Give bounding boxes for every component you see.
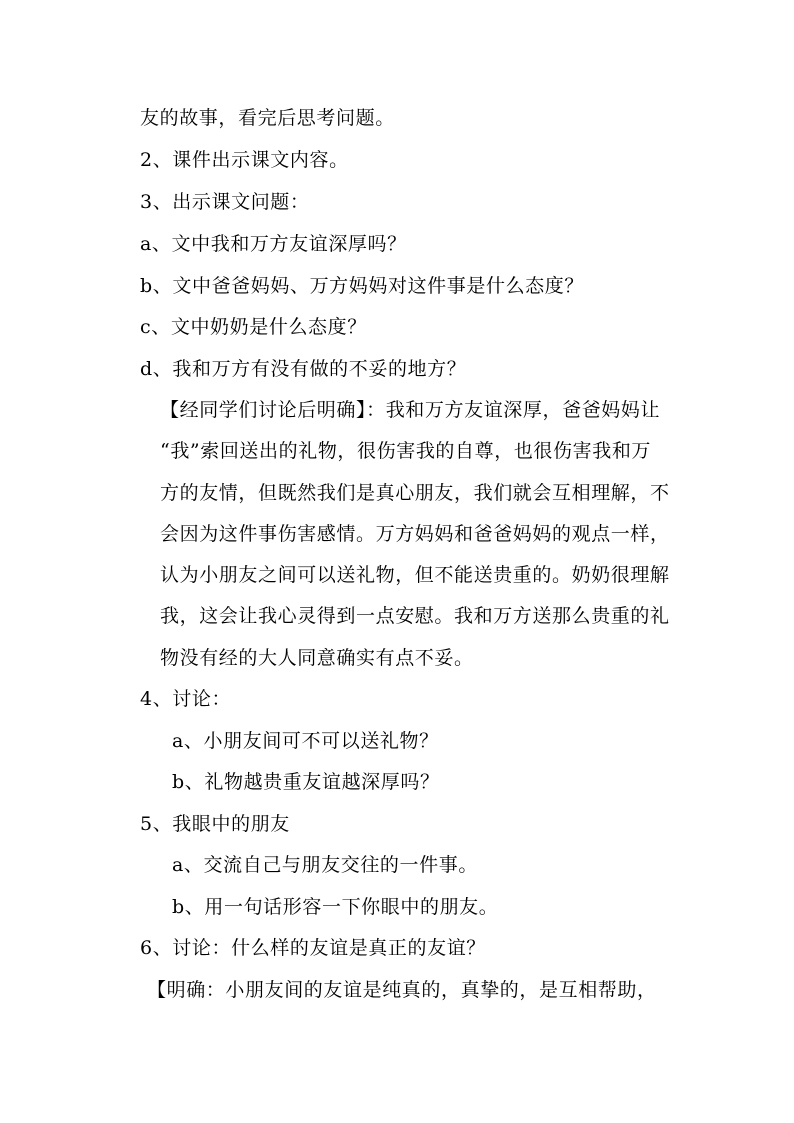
text-line-7: d、我和万方有没有做的不妥的地方？ xyxy=(140,358,467,380)
text-line-9: a、小朋友间可不可以送礼物？ xyxy=(172,730,439,752)
text-line-2: 2、课件出示课文内容。 xyxy=(140,149,349,171)
text-line-13: b、用一句话形容一下你眼中的朋友。 xyxy=(172,896,499,918)
text-line-10: b、礼物越贵重友谊越深厚吗？ xyxy=(172,771,440,793)
text-line-14: 6、讨论：什么样的友谊是真正的友谊？ xyxy=(140,937,486,959)
text-line-15: 【明确：小朋友间的友谊是纯真的，真挚的，是互相帮助， xyxy=(147,979,657,1001)
text-line-6: c、文中奶奶是什么态度？ xyxy=(140,316,367,338)
text-line-4: a、文中我和万方友谊深厚吗？ xyxy=(140,233,407,255)
answer-line-2: “我”索回送出的礼物，很伤害我的自尊，也很伤害我和万 xyxy=(160,440,652,462)
answer-line-4: 会因为这件事伤害感情。万方妈妈和爸爸妈妈的观点一样， xyxy=(160,523,670,545)
text-line-11: 5、我眼中的朋友 xyxy=(140,813,290,835)
answer-line-5: 认为小朋友之间可以送礼物，但不能送贵重的。奶奶很理解 xyxy=(160,564,670,586)
answer-line-6: 我，这会让我心灵得到一点安慰。我和万方送那么贵重的礼 xyxy=(160,605,670,627)
text-line-5: b、文中爸爸妈妈、万方妈妈对这件事是什么态度？ xyxy=(140,275,584,297)
text-line-8: 4、讨论： xyxy=(140,688,232,710)
text-line-1: 友的故事，看完后思考问题。 xyxy=(140,107,395,129)
text-line-3: 3、出示课文问题： xyxy=(140,191,310,213)
text-line-12: a、交流自己与朋友交往的一件事。 xyxy=(172,854,478,876)
answer-line-7: 物没有经的大人同意确实有点不妥。 xyxy=(160,647,474,669)
answer-line-3: 方的友情，但既然我们是真心朋友，我们就会互相理解，不 xyxy=(160,482,670,504)
answer-line-1: 【经同学们讨论后明确】：我和万方友谊深厚，爸爸妈妈让 xyxy=(160,399,661,421)
